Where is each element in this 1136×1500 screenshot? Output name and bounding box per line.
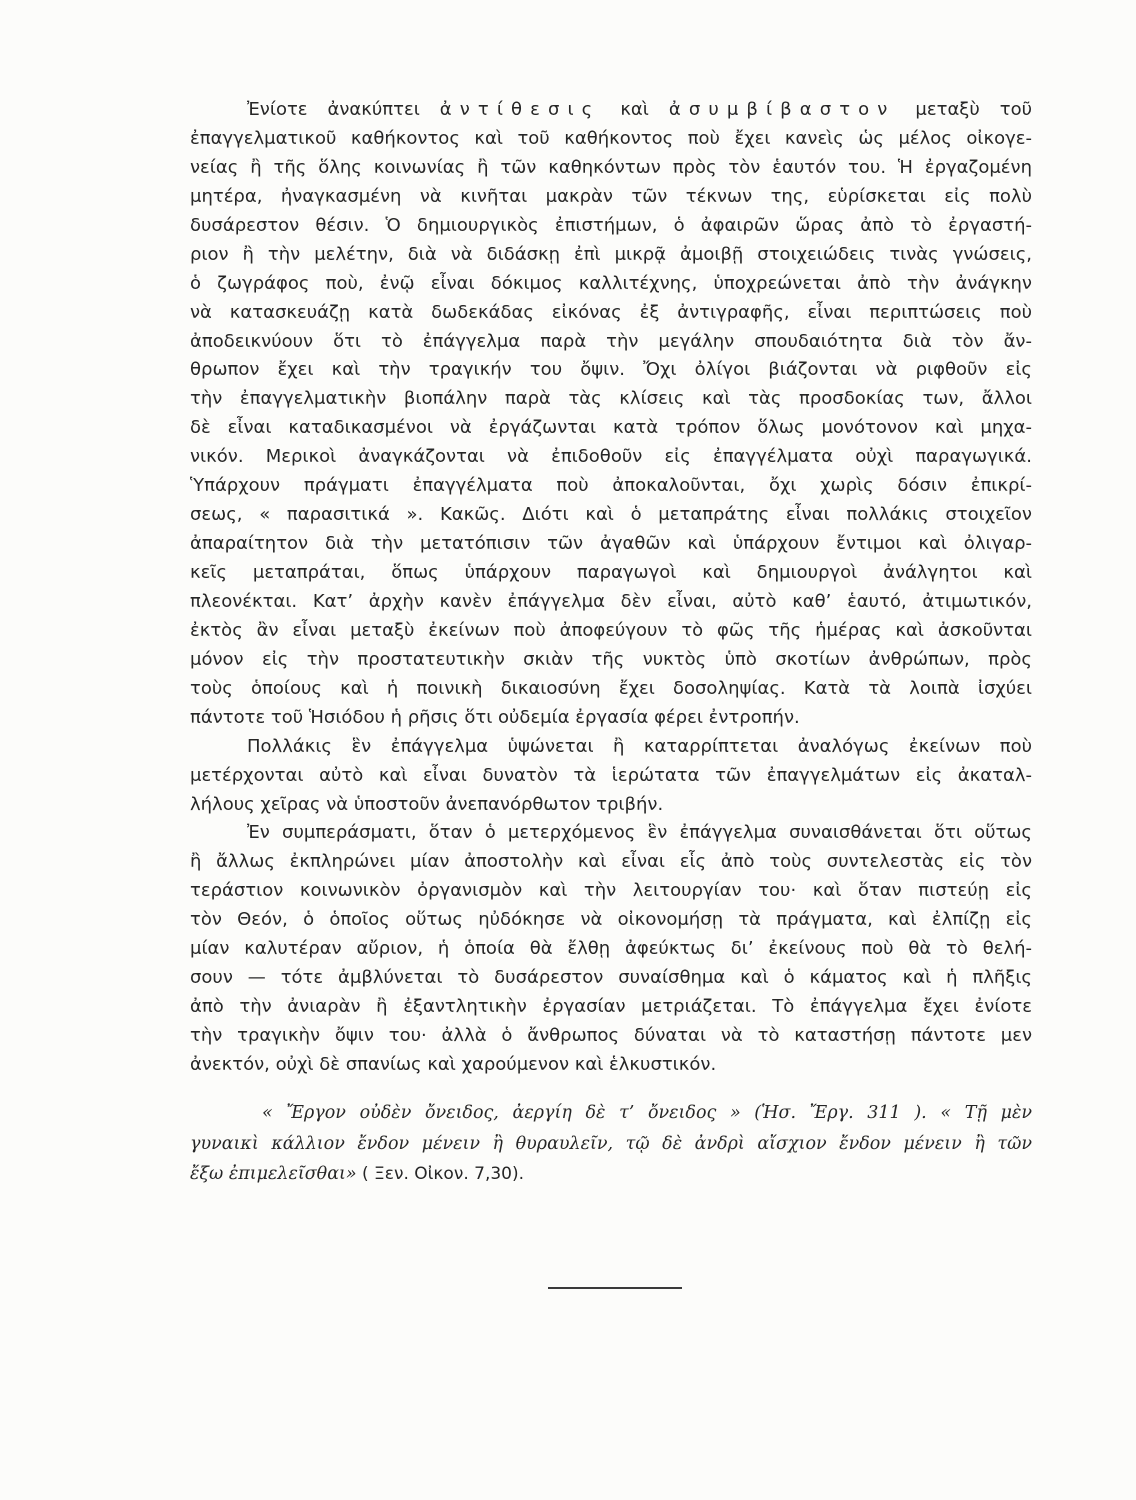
- text-line: μόνον εἰς τὴν προστατευτικὴν σκιὰν τῆς νυκτὸς ὑπὸ σκοτίων ἀνθρώπων, πρὸς: [190, 648, 1032, 670]
- text-line: θρωπον ἔχει καὶ τὴν τραγικήν του ὄψιν. Ὄχι ὀλίγοι βιάζονται νὰ ριφθοῦν εἰς: [190, 359, 1032, 381]
- text-line: δὲ εἶναι καταδικασμένοι νὰ ἐργάζωνται κατὰ τρόπον ὅλως μονότονον καὶ μηχα-: [190, 417, 1032, 439]
- text-line: νείας ἢ τῆς ὅλης κοινωνίας ἢ τῶν καθηκόντων πρὸς τὸν ἑαυτόν του. Ἡ ἐργαζομένη: [190, 156, 1032, 178]
- text-line: τὴν τραγικὴν ὄψιν του· ἀλλὰ ὁ ἄνθρωπος δύναται νὰ τὸ καταστήσῃ πάντοτε μεν: [190, 1025, 1032, 1046]
- text-line: μίαν καλυτέραν αὔριον, ἡ ὁποία θὰ ἔλθῃ ἀφεύκτως δι’ ἐκείνους ποὺ θὰ τὸ θελή-: [190, 938, 1032, 960]
- text-line: μητέρα, ἠναγκασμένη νὰ κινῆται μακρὰν τῶν τέκνων της, εὑρίσκεται εἰς πολὺ: [190, 185, 1032, 207]
- footnote-citation: ( Ξεν. Οἰκον. 7,30).: [356, 1164, 525, 1184]
- text-line: πλεονέκται. Κατ’ ἀρχὴν κανὲν ἐπάγγελμα δὲν εἶναι, αὐτὸ καθ’ ἑαυτό, ἀτιμωτικόν,: [190, 590, 1032, 612]
- text-segment: Ἐνίοτε ἀνακύπτει: [247, 99, 440, 120]
- text-line: Ἐν συμπεράσματι, ὅταν ὁ μετερχόμενος ἓν ἐπάγγελμα συναισθάνεται ὅτι οὕτως: [247, 822, 1032, 844]
- text-line: σουν — τότε ἀμβλύνεται τὸ δυσάρεστον συναίσθημα καὶ ὁ κάματος καὶ ἡ πλῆξις: [190, 967, 1032, 989]
- text-line: ἀπὸ τὴν ἀνιαρὰν ἢ ἐξαντλητικὴν ἐργασίαν μετριάζεται. Τὸ ἐπάγγελμα ἔχει ἐνίοτε: [190, 996, 1032, 1018]
- footnote-quote: ἔξω ἐπιμελεῖσθαι»: [190, 1164, 357, 1184]
- text-line: ἀποδεικνύουν ὅτι τὸ ἐπάγγελμα παρὰ τὴν μεγάλην σπουδαιότητα διὰ τὸν ἄν-: [190, 330, 1032, 352]
- text-line: ὁ ζωγράφος ποὺ, ἐνῷ εἶναι δόκιμος καλλιτέχνης, ὑποχρεώνεται ἀπὸ τὴν ἀνάγκην: [190, 272, 1032, 294]
- text-line: μετέρχονται αὐτὸ καὶ εἶναι δυνατὸν τὰ ἱερώτατα τῶν ἐπαγγελμάτων εἰς ἀκαταλ-: [190, 764, 1032, 786]
- text-line: [190, 96, 1032, 125]
- text-segment: μεταξὺ τοῦ: [895, 99, 1032, 120]
- text-line: τὴν ἐπαγγελματικὴν βιοπάλην παρὰ τὰς κλίσεις καὶ τὰς προσδοκίας των, ἄλλοι: [190, 388, 1032, 410]
- footnote-line: « Ἔργον οὐδὲν ὄνειδος, ἀεργίη δὲ τ’ ὄνειδος » (Ἡσ. Ἔργ. 311 ). « Τῇ μὲν: [262, 1103, 1032, 1123]
- footnote: [190, 1098, 1032, 1190]
- text-line: ἀπαραίτητον διὰ τὴν μετατόπισιν τῶν ἀγαθῶν καὶ ὑπάρχουν ἔντιμοι καὶ ὀλιγαρ-: [190, 533, 1032, 555]
- text-line: σεως, « παρασιτικά ». Κακῶς. Διότι καὶ ὁ μεταπράτης εἶναι πολλάκις στοιχεῖον: [190, 504, 1032, 526]
- text-line: τοὺς ὁποίους καὶ ἡ ποινικὴ δικαιοσύνη ἔχει δοσοληψίας. Κατὰ τὰ λοιπὰ ἰσχύει: [190, 677, 1032, 699]
- text-line: ἀνεκτόν, οὐχὶ δὲ σπανίως καὶ χαρούμενον καὶ ἑλκυστικόν.: [190, 1053, 717, 1075]
- text-line: ἐκτὸς ἂν εἶναι μεταξὺ ἐκείνων ποὺ ἀποφεύγουν τὸ φῶς τῆς ἡμέρας καὶ ἀσκοῦνται: [190, 619, 1032, 641]
- body-text: [190, 96, 1032, 1080]
- letter-spaced-word: ἀσυμβίβαστον: [668, 99, 896, 120]
- paragraph: [190, 819, 1032, 1079]
- text-line: νὰ κατασκευάζῃ κατὰ δωδεκάδας εἰκόνας ἐξ ἀντιγραφῆς, εἶναι περιπτώσεις ποὺ: [190, 301, 1032, 323]
- footnote-line: [190, 1159, 1032, 1190]
- text-line: τεράστιον κοινωνικὸν ὀργανισμὸν καὶ τὴν λειτουργίαν του· καὶ ὅταν πιστεύῃ εἰς: [190, 880, 1032, 902]
- text-line: ριον ἢ τὴν μελέτην, διὰ νὰ διδάσκῃ ἐπὶ μικρᾷ ἀμοιβῇ στοιχειώδεις τινὰς γνώσεις,: [190, 243, 1032, 265]
- text-line: κεῖς μεταπράται, ὅπως ὑπάρχουν παραγωγοὶ καὶ δημιουργοὶ ἀνάλγητοι καὶ: [190, 562, 1032, 583]
- text-line: νικόν. Μερικοὶ ἀναγκάζονται νὰ ἐπιδοθοῦν εἰς ἐπαγγέλματα οὐχὶ παραγωγικά.: [190, 446, 1032, 468]
- text-line: τὸν Θεόν, ὁ ὁποῖος οὕτως ηὐδόκησε νὰ οἰκονομήσῃ τὰ πράγματα, καὶ ἐλπίζῃ εἰς: [190, 909, 1032, 931]
- text-segment: καὶ: [600, 99, 669, 120]
- paragraph: [190, 96, 1032, 733]
- footnote-line: γυναικὶ κάλλιον ἔνδον μένειν ἢ θυραυλεῖν, τῷ δὲ ἀνδρὶ αἴσχιον ἔνδον μένειν ἢ τῶν: [190, 1133, 1032, 1154]
- end-rule: [548, 1287, 682, 1289]
- text-line: δυσάρεστον θέσιν. Ὁ δημιουργικὸς ἐπιστήμων, ὁ ἀφαιρῶν ὥρας ἀπὸ τὸ ἐργαστή-: [190, 214, 1032, 236]
- text-line: λήλους χεῖρας νὰ ὑποστοῦν ἀνεπανόρθωτον τριβήν.: [190, 793, 664, 815]
- text-line: Ὑπάρχουν πράγματι ἐπαγγέλματα ποὺ ἀποκαλοῦνται, ὄχι χωρὶς δόσιν ἐπικρί-: [190, 475, 1032, 497]
- paragraph: [190, 733, 1032, 820]
- text-line: ἐπαγγελματικοῦ καθήκοντος καὶ τοῦ καθήκοντος ποὺ ἔχει κανεὶς ὡς μέλος οἰκογε-: [190, 127, 1032, 149]
- text-line: ἢ ἄλλως ἐκπληρώνει μίαν ἀποστολὴν καὶ εἶναι εἷς ἀπὸ τοὺς συντελεστὰς εἰς τὸν: [190, 851, 1032, 873]
- text-line: Πολλάκις ἓν ἐπάγγελμα ὑψώνεται ἢ καταρρίπτεται ἀναλόγως ἐκείνων ποὺ: [247, 735, 1032, 757]
- text-line: πάντοτε τοῦ Ἡσιόδου ἡ ρῆσις ὅτι οὐδεμία ἐργασία φέρει ἐντροπήν.: [190, 706, 800, 728]
- letter-spaced-word: ἀντίθεσις: [439, 99, 601, 120]
